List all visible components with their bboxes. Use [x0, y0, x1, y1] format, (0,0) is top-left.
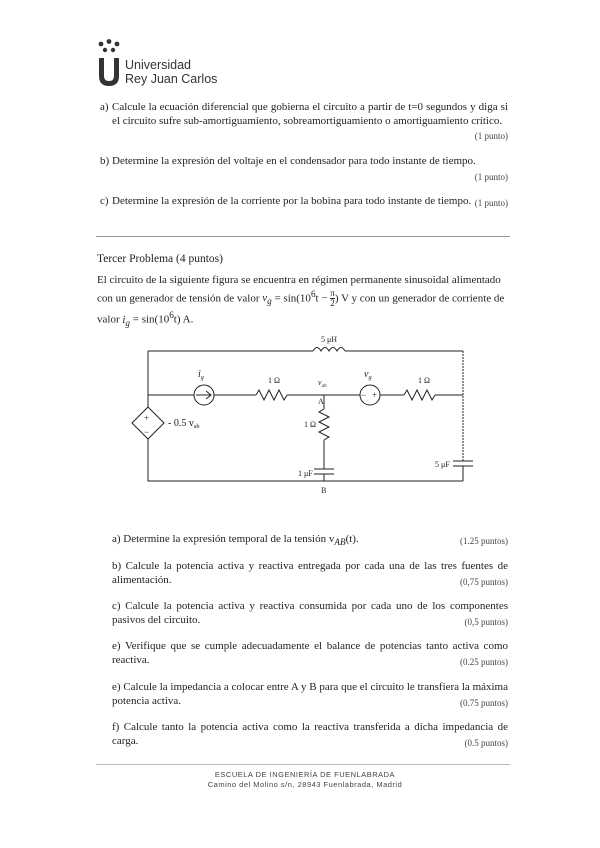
question-e: e) Calcule la impedancia a colocar entre A y B para que el circuito le transfiera la máxima potencia activa. (0.75 puntos) — [112, 681, 508, 708]
resistor-r2-symbol — [319, 409, 329, 440]
question-c: c) Calcule la potencia activa y reactiva consumida por cada uno de los componentes pasivos del circuito. (0,5 puntos) — [112, 600, 508, 627]
vab-label: $v_{ab}$ — [318, 378, 327, 389]
current-arrow-icon — [196, 391, 211, 399]
prev-question-b: b) Determine la expresión del voltaje en el condensador para todo instante de tiempo. (1 punto) — [100, 155, 508, 182]
capacitor-c1-symbol — [314, 469, 334, 474]
resistor-r3-symbol — [404, 390, 435, 400]
svg-text:5 μF: 5 μF — [435, 460, 450, 469]
ig-label: $i_g$ — [198, 369, 204, 381]
resistor-r1-symbol — [256, 390, 287, 400]
vg-label: $v_g$ — [364, 369, 372, 381]
svg-text:+: + — [144, 413, 150, 423]
node-b-label: B — [321, 486, 327, 495]
svg-text:−: − — [144, 427, 150, 437]
svg-text:1 Ω: 1 Ω — [418, 376, 430, 385]
university-name: Universidad Rey Juan Carlos — [125, 58, 218, 86]
circuit-diagram — [128, 331, 480, 521]
question-b: b) Calcule la potencia activa y reactiva entregada por cada una de las tres fuentes de alimentación. (0,75 puntos) — [112, 560, 508, 587]
crown-logo-icon — [97, 38, 125, 88]
svg-text:1 Ω: 1 Ω — [304, 420, 316, 429]
question-f: f) Calcule tanto la potencia activa como la reactiva transferida a dicha impedancia de carga. (0.5 puntos) — [112, 721, 508, 748]
problem-title: Tercer Problema (4 puntos) — [97, 253, 223, 265]
svg-text:1 μF: 1 μF — [298, 469, 313, 478]
dependent-source-label: - 0.5 $v_{ab}$ — [168, 418, 200, 430]
svg-text:−: − — [361, 390, 367, 400]
question-d: e) Verifique que se cumple adecuadamente el balance de potencias tanto activa como reactiva. (0.25 puntos) — [112, 640, 508, 667]
capacitor-c2-symbol — [453, 461, 473, 466]
prev-question-a: a) Calcule la ecuación diferencial que gobierna el circuito a partir de t=0 segundos y diga si el circuito sufre sub-amortiguamiento, sobreamortiguamiento o amortiguamiento crítico. (1 punto) — [100, 101, 508, 141]
svg-text:1 Ω: 1 Ω — [268, 376, 280, 385]
section-divider — [96, 236, 510, 237]
prev-question-c: c) Determine la expresión de la corriente por la bobina para todo instante de tiempo. (1 punto) — [100, 195, 508, 208]
question-a: a) Determine la expresión temporal de la tensión $v_{AB}(t)$. (1.25 puntos) — [112, 533, 508, 548]
footer-divider — [96, 764, 510, 765]
university-logo — [97, 38, 227, 88]
node-a-label: A — [318, 397, 324, 406]
footer: ESCUELA DE INGENIERÍA DE FUENLABRADA Camino del Molino s/n, 28943 Fuenlabrada, Madrid — [207, 770, 403, 789]
inductor-label: 5 μH — [321, 335, 338, 344]
inductor-symbol — [313, 348, 345, 352]
problem-intro: El circuito de la siguiente figura se encuentra en régimen permanente sinusoidal alimentado con un generador de tensión de valor $v_g = \sin(10^6t$ − $\frac{\pi}{2}$ ) V y con un generador de corriente de valor $i_g = \sin(10^6t)$ A. — [97, 274, 505, 328]
svg-text:+: + — [372, 390, 378, 400]
